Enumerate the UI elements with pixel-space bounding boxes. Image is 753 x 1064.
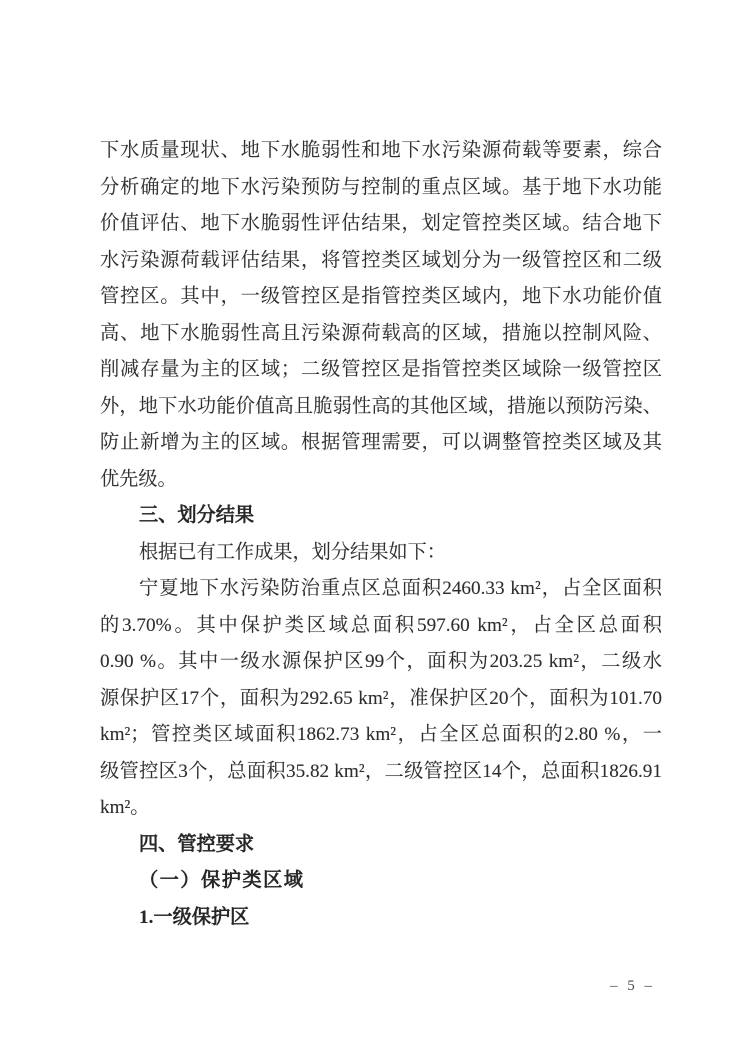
results-statistics-paragraph-line: 0.90 %。其中一级水源保护区99个，面积为203.25 km²，二级水	[100, 651, 662, 672]
intro-continuation-paragraph-line: 高、地下水脆弱性高且污染源荷载高的区域，措施以控制风险、	[100, 322, 662, 344]
section-heading-3: 三、划分结果	[139, 505, 255, 526]
intro-continuation-paragraph-line: 优先级。	[100, 468, 177, 490]
document-body	[100, 133, 662, 936]
subsection-heading-protection-zones: （一）保护类区域	[139, 870, 305, 891]
results-statistics-paragraph-line: 级管控区3个，总面积35.82 km²，二级管控区14个，总面积1826.91	[100, 760, 662, 782]
intro-continuation-paragraph-line: 下水质量现状、地下水脆弱性和地下水污染源荷载等要素，综合	[100, 140, 662, 161]
subsection-heading-level1-protection: 1.一级保护区	[139, 906, 250, 928]
results-statistics-paragraph-line: km²。	[100, 797, 150, 818]
results-intro-paragraph-line: 根据已有工作成果，划分结果如下：	[139, 541, 446, 563]
intro-continuation-paragraph-line: 防止新增为主的区域。根据管理需要，可以调整管控类区域及其	[100, 432, 662, 453]
page-number: – 5 –	[610, 978, 655, 994]
results-statistics-paragraph-line: km²；管控类区域面积1862.73 km²，占全区总面积的2.80 %，一	[100, 724, 662, 745]
intro-continuation-paragraph-line: 分析确定的地下水污染预防与控制的重点区域。基于地下水功能	[100, 176, 662, 198]
results-statistics-paragraph-line: 的3.70%。其中保护类区域总面积597.60 km²，占全区总面积	[100, 614, 662, 636]
results-statistics-paragraph-line: 源保护区17个，面积为292.65 km²，准保护区20个，面积为101.70	[100, 687, 662, 709]
intro-continuation-paragraph-line: 价值评估、地下水脆弱性评估结果，划定管控类区域。结合地下	[100, 213, 662, 234]
intro-continuation-paragraph-line: 水污染源荷载评估结果，将管控类区域划分为一级管控区和二级	[100, 249, 662, 271]
intro-continuation-paragraph-line: 削减存量为主的区域；二级管控区是指管控类区域除一级管控区	[100, 359, 662, 380]
intro-continuation-paragraph-line: 管控区。其中，一级管控区是指管控类区域内，地下水功能价值	[100, 286, 662, 307]
intro-continuation-paragraph-line: 外，地下水功能价值高且脆弱性高的其他区域，措施以预防污染、	[100, 395, 662, 417]
section-heading-4: 四、管控要求	[139, 833, 255, 855]
results-statistics-paragraph-line: 宁夏地下水污染防治重点区总面积2460.33 km²，占全区面积	[139, 578, 662, 599]
